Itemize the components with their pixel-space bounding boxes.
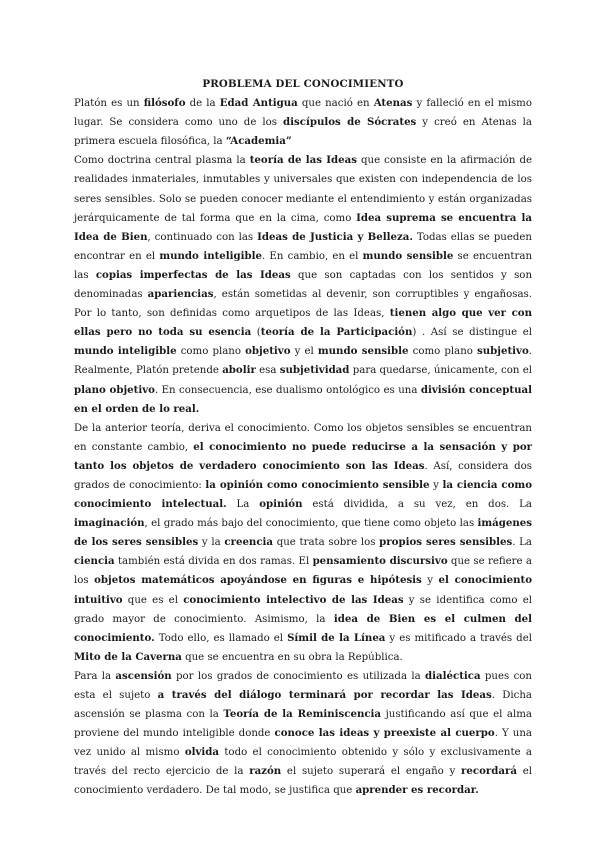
bold-text-run: Idea suprema se encuentra la Idea de Bien xyxy=(74,211,532,243)
text-run: y es mitificado a través del xyxy=(385,632,532,644)
bold-text-run: objetivo xyxy=(245,345,291,358)
text-run: y falleció en el mismo lugar. Se considera como uno de los xyxy=(74,98,532,129)
bold-text-run: Edad Antigua xyxy=(219,97,298,110)
text-run: se encuentran las xyxy=(74,250,533,281)
text-run: por los grados de conocimiento es utilizada la xyxy=(171,670,426,682)
bold-text-run: ascensión xyxy=(115,669,172,682)
bold-text-run: tienen algo que ver con ellas pero no toda su esencia xyxy=(74,307,532,339)
text-run: que es el xyxy=(122,594,184,606)
bold-text-run: subjetividad xyxy=(279,364,350,377)
text-run: de la xyxy=(185,98,220,110)
bold-text-run: razón xyxy=(249,765,282,778)
bold-text-run: opinión xyxy=(259,498,303,511)
text-run: que consiste en la afirmación de realidades inmateriales, inmutables y universales que existen con independencia de los seres sensibles. Solo se pueden conocer mediante el entendimiento y están organizadas jerárquicamente de tal forma que en la cima, como xyxy=(74,155,533,224)
text-run: y xyxy=(421,575,439,587)
bold-text-run: Ideas de Justicia y Belleza. xyxy=(257,230,413,243)
text-run: Todo ello, es llamado el xyxy=(154,632,288,644)
text-run: Platón es un xyxy=(74,98,144,110)
paragraph-3 xyxy=(74,419,532,667)
bold-text-run: pensamiento discursivo xyxy=(312,555,448,568)
bold-text-run: propios seres sensibles xyxy=(379,536,513,549)
text-run: que nació en xyxy=(297,98,374,110)
text-run: que son captadas con los sentidos y son denominadas xyxy=(74,269,533,301)
bold-text-run: mundo inteligible xyxy=(74,345,177,358)
text-run: , el grado más bajo del conocimiento, que tiene como objeto las xyxy=(144,518,478,530)
paragraph-1 xyxy=(74,94,532,151)
text-run: todo el conocimiento obtenido y sólo y exclusivamente a través del recto ejercicio de la xyxy=(74,747,533,778)
bold-text-run: mundo sensible xyxy=(362,249,454,262)
bold-text-run: imágenes de los seres sensibles xyxy=(74,517,532,549)
bold-text-run: discípulos de Sócrates xyxy=(283,116,417,129)
text-run: y el xyxy=(290,346,318,358)
bold-text-run: imaginación xyxy=(74,517,145,530)
bold-text-run: Mito de la Caverna xyxy=(74,650,182,663)
text-run: La xyxy=(226,499,260,511)
bold-text-run: copias imperfectas de las Ideas xyxy=(95,268,291,281)
paragraph-4 xyxy=(74,667,532,801)
bold-text-run: a través del diálogo terminará por recordar las Ideas xyxy=(157,689,492,701)
bold-text-run: Atenas xyxy=(373,97,413,110)
text-run: . Así, considera dos grados de conocimiento: xyxy=(74,460,532,491)
bold-text-run: el conocimiento intuitivo xyxy=(74,574,532,606)
text-run: que se refiere a los xyxy=(74,556,532,587)
text-run: y xyxy=(429,479,443,491)
text-run: ( xyxy=(251,327,261,339)
text-run: De la anterior teoría, deriva el conocimiento. Como los objetos sensibles se encuentran en constante cambio, xyxy=(74,422,532,453)
text-run: Todas ellas se pueden encontrar en el xyxy=(74,231,532,262)
text-run: también está divida en dos ramas. El xyxy=(114,556,313,568)
bold-text-run: Símil de la Línea xyxy=(287,631,386,644)
bold-text-run: olvida xyxy=(184,746,219,759)
bold-text-run: conoce las ideas y preexiste al cuerpo xyxy=(274,727,495,740)
text-run: que se encuentra en su obra la República. xyxy=(181,651,403,663)
bold-text-run: creencia xyxy=(224,536,274,549)
text-run: que trata sobre los xyxy=(273,537,380,549)
text-run: . Y una vez unido al mismo xyxy=(74,728,532,759)
text-run: ) . Así se distingue el xyxy=(412,327,532,339)
text-run: como plano xyxy=(176,346,246,358)
text-run: Para la xyxy=(74,670,116,682)
bold-text-run: la opinión como conocimiento sensible xyxy=(205,478,430,491)
text-run: el sujeto superará el engaño y xyxy=(281,766,462,778)
bold-text-run: Teoría de la Reminiscencia xyxy=(223,708,382,721)
bold-text-run: filósofo xyxy=(143,97,186,110)
text-run: , están sometidas al devenir, son corruptibles y engañosas. Por lo tanto, son definidas como arquetipos de las Ideas, xyxy=(74,289,532,320)
text-run: , continuado con las xyxy=(147,231,258,243)
text-run: como plano xyxy=(408,346,478,358)
paragraph-2 xyxy=(74,151,532,418)
bold-text-run: recordará xyxy=(461,765,517,778)
bold-text-run: el conocimiento no puede reducirse a la sensación y por tanto los objetos de verdadero conocimiento son las Ideas xyxy=(74,440,532,472)
text-run: está dividida, a su vez, en dos. La xyxy=(302,499,532,511)
text-run: . Realmente, Platón pretende xyxy=(74,346,532,377)
bold-text-run: mundo inteligible xyxy=(159,249,263,262)
text-run: pues con esta el sujeto xyxy=(74,670,532,701)
text-run: . Dicha ascensión se plasma con la xyxy=(74,690,533,721)
bold-text-run: objetos matemáticos apoyándose en figuras e hipótesis xyxy=(94,574,422,587)
text-run: y creó en Atenas la primera escuela filosófica, la xyxy=(74,117,532,148)
text-run: . En consecuencia, ese dualismo ontológico es una xyxy=(154,384,421,396)
bold-text-run: aprender es recordar. xyxy=(355,784,479,797)
bold-text-run: subjetivo xyxy=(477,345,529,358)
text-run: esa xyxy=(255,365,280,377)
bold-text-run: abolir xyxy=(222,364,256,377)
bold-text-run: idea de Bien es el culmen del conocimiento. xyxy=(74,612,532,644)
text-run: . La xyxy=(512,537,532,549)
bold-text-run: apariencias xyxy=(147,288,214,301)
bold-text-run: mundo sensible xyxy=(317,345,409,358)
document-body xyxy=(74,75,532,801)
bold-text-run: la ciencia como conocimiento intelectual. xyxy=(74,478,533,511)
bold-text-run: conocimiento intelectivo de las Ideas xyxy=(183,593,404,606)
text-run: . En cambio, en el xyxy=(262,250,363,262)
bold-text-run: teoría de las Ideas xyxy=(249,154,358,167)
bold-text-run: plano objetivo xyxy=(74,383,155,396)
text-run: el conocimiento verdadero. De tal modo, se justifica que xyxy=(74,766,533,797)
text-run: Como doctrina central plasma la xyxy=(74,155,250,167)
text-run: para quedarse, únicamente, con el xyxy=(349,365,532,377)
text-run: justificando así que el alma proviene del mundo inteligible donde xyxy=(74,709,532,740)
bold-text-run: “Academia” xyxy=(225,135,292,148)
text-run: y se identifica como el grado mayor de conocimiento. Asimismo, la xyxy=(74,594,533,625)
bold-text-run: ciencia xyxy=(74,555,115,568)
bold-text-run: división conceptual en el orden de lo real. xyxy=(74,383,532,415)
bold-text-run: teoría de la Participación xyxy=(260,326,413,339)
bold-text-run: dialéctica xyxy=(425,669,481,682)
document-title: PROBLEMA DEL CONOCIMIENTO xyxy=(202,78,404,90)
text-run: y la xyxy=(198,537,225,549)
